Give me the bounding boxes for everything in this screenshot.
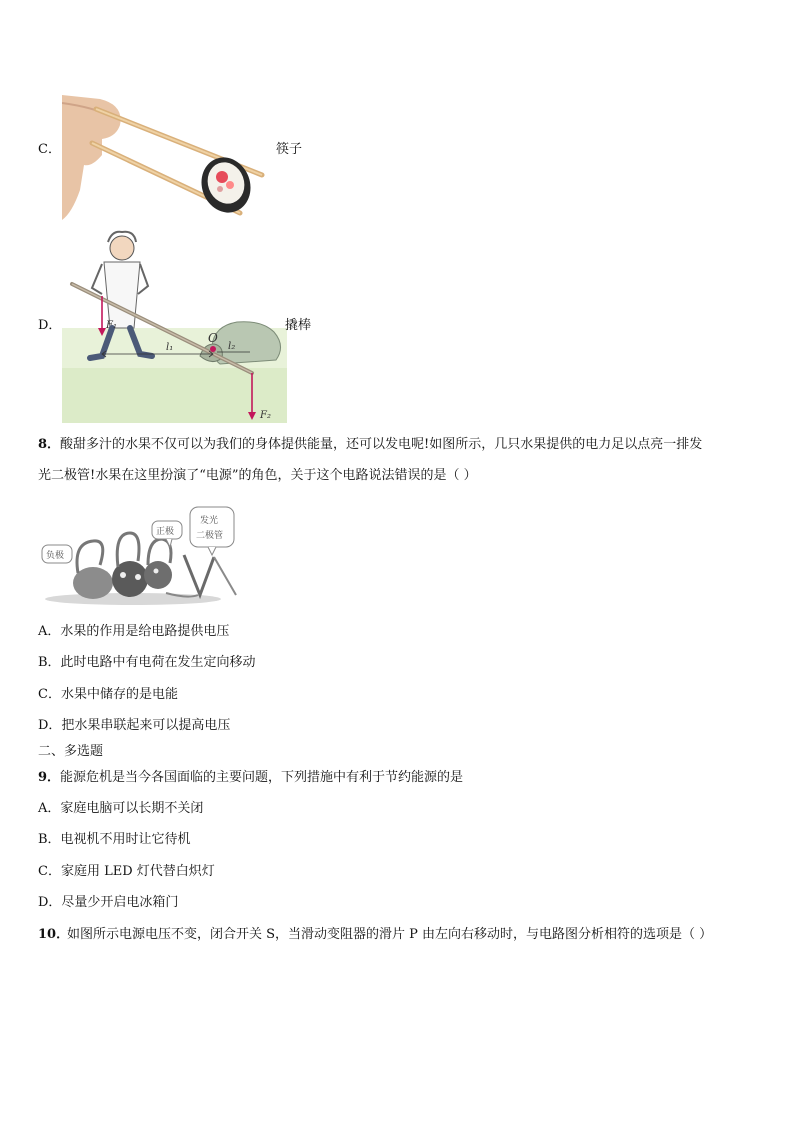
l2-label: l₂ <box>228 341 236 352</box>
q8-stem-line1: 酸甜多汁的水果不仅可以为我们的身体提供能量，还可以发电呢!如图所示，几只水果提供的电力足以点亮一排发 <box>60 437 703 452</box>
f1-label: F₁ <box>106 320 117 331</box>
section-heading: 二、多选题 <box>38 744 104 759</box>
q8-option-d: D．把水果串联起来可以提高电压 <box>38 718 231 733</box>
q8-option-a: A．水果的作用是给电路提供电压 <box>38 624 230 639</box>
q8-option-c: C．水果中储存的是电能 <box>38 687 178 702</box>
option-c-letter: C． <box>38 142 61 157</box>
q9-number: 9． <box>38 770 61 785</box>
q8-option-b: B．此时电路中有电荷在发生定向移动 <box>38 655 256 670</box>
option-d-letter: D． <box>38 318 62 333</box>
q9-option-a: A．家庭电脑可以长期不关闭 <box>38 801 204 816</box>
option-c-caption: 筷子 <box>276 141 303 156</box>
fulcrum-o-label: O <box>208 331 218 345</box>
l1-label: l₁ <box>166 342 174 353</box>
q10-number: 10． <box>38 927 70 942</box>
negative-pole-label: 负极 <box>46 551 65 561</box>
option-d-caption: 撬棒 <box>285 317 312 332</box>
q10-stem: 如图所示电源电压不变，闭合开关 S，当滑动变阻器的滑片 P 由左向右移动时，与电路图分析相符的选项是（ ） <box>67 927 713 942</box>
q9-option-d: D．尽量少开启电冰箱门 <box>38 895 179 910</box>
chopsticks-sushi-image <box>62 95 272 220</box>
crowbar-lever-image <box>62 228 287 423</box>
q9-option-c: C．家庭用 LED 灯代替白炽灯 <box>38 864 215 879</box>
q8-stem-line2: 光二极管!水果在这里扮演了“电源”的角色，关于这个电路说法错误的是（ ） <box>38 468 477 483</box>
positive-pole-label: 正极 <box>156 527 175 537</box>
led-label-line1: 发光 <box>200 516 219 526</box>
led-label-line2: 二极管 <box>196 531 224 541</box>
q9-option-b: B．电视机不用时让它待机 <box>38 832 191 847</box>
q9-stem: 能源危机是当今各国面临的主要问题，下列措施中有利于节约能源的是 <box>60 770 464 785</box>
fruit-battery-image <box>38 503 243 608</box>
f2-label: F₂ <box>260 410 271 421</box>
q8-number: 8． <box>38 437 61 452</box>
